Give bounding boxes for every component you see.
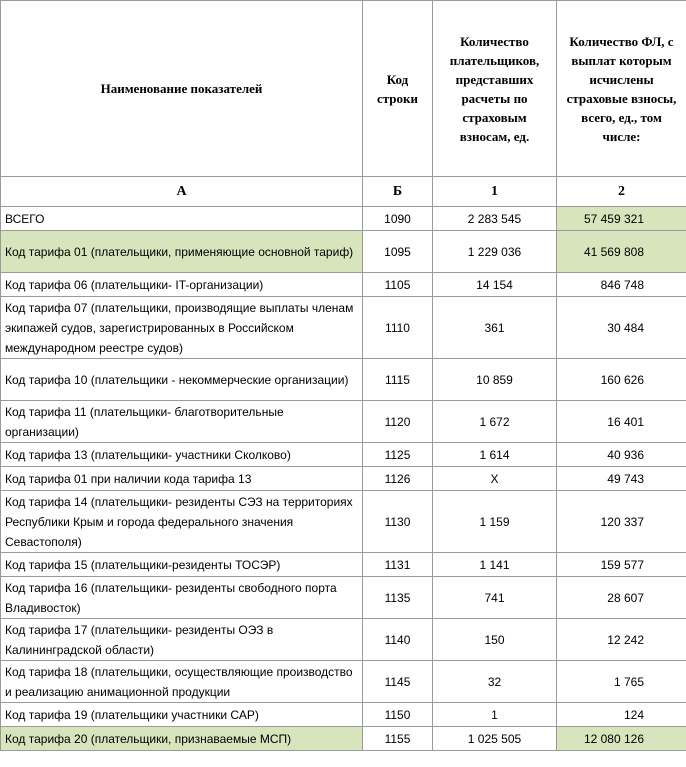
row-code: 1155 [363, 727, 433, 751]
row-name: Код тарифа 18 (плательщики, осуществляющие производство и реализацию анимационной продукции [1, 661, 363, 703]
column-letters-row [1, 177, 686, 207]
row-code: 1126 [363, 467, 433, 491]
row-persons: 49 743 [557, 467, 686, 491]
header-name: Наименование показателей [1, 1, 363, 177]
table-row [1, 401, 686, 443]
row-persons: 28 607 [557, 577, 686, 619]
row-payers: 1 025 505 [433, 727, 557, 751]
row-code: 1131 [363, 553, 433, 577]
letter-b: Б [363, 177, 433, 207]
table-row [1, 727, 686, 751]
row-payers: Х [433, 467, 557, 491]
row-persons: 1 765 [557, 661, 686, 703]
row-persons: 57 459 321 [557, 207, 686, 231]
row-payers: 1 229 036 [433, 231, 557, 273]
row-persons: 846 748 [557, 273, 686, 297]
header-payers-count: Количество плательщиков, представших расчеты по страховым взносам, ед. [433, 1, 557, 177]
row-persons: 16 401 [557, 401, 686, 443]
table-row [1, 619, 686, 661]
letter-a: А [1, 177, 363, 207]
row-name: Код тарифа 01 (плательщики, применяющие основной тариф) [1, 231, 363, 273]
row-name: Код тарифа 19 (плательщики участники САР) [1, 703, 363, 727]
table-row [1, 661, 686, 703]
row-persons: 30 484 [557, 297, 686, 359]
row-payers: 1 672 [433, 401, 557, 443]
row-payers: 1 159 [433, 491, 557, 553]
row-code: 1105 [363, 273, 433, 297]
table-row [1, 273, 686, 297]
table-row [1, 467, 686, 491]
table-row [1, 577, 686, 619]
row-name: Код тарифа 11 (плательщики- благотворительные организации) [1, 401, 363, 443]
table-row [1, 443, 686, 467]
row-persons: 40 936 [557, 443, 686, 467]
row-persons: 12 242 [557, 619, 686, 661]
header-persons-count: Количество ФЛ, с выплат которым исчислены страховые взносы, всего, ед., том числе: [557, 1, 686, 177]
letter-1: 1 [433, 177, 557, 207]
row-persons: 159 577 [557, 553, 686, 577]
row-code: 1130 [363, 491, 433, 553]
row-name: Код тарифа 17 (плательщики- резиденты ОЭЗ в Калининградской области) [1, 619, 363, 661]
table-row [1, 207, 686, 231]
row-code: 1145 [363, 661, 433, 703]
table-row [1, 491, 686, 553]
table-row [1, 553, 686, 577]
row-code: 1150 [363, 703, 433, 727]
row-persons: 124 [557, 703, 686, 727]
row-code: 1115 [363, 359, 433, 401]
row-persons: 41 569 808 [557, 231, 686, 273]
row-code: 1120 [363, 401, 433, 443]
row-payers: 741 [433, 577, 557, 619]
table-row [1, 359, 686, 401]
row-name: Код тарифа 10 (плательщики - некоммерческие организации) [1, 359, 363, 401]
row-name: Код тарифа 16 (плательщики- резиденты свободного порта Владивосток) [1, 577, 363, 619]
table-header-row [1, 1, 686, 177]
row-payers: 361 [433, 297, 557, 359]
row-name: ВСЕГО [1, 207, 363, 231]
row-persons: 12 080 126 [557, 727, 686, 751]
table-row [1, 297, 686, 359]
row-name: Код тарифа 15 (плательщики-резиденты ТОСЭР) [1, 553, 363, 577]
row-persons: 120 337 [557, 491, 686, 553]
row-payers: 32 [433, 661, 557, 703]
row-payers: 1 614 [433, 443, 557, 467]
row-name: Код тарифа 06 (плательщики- IT-организации) [1, 273, 363, 297]
row-payers: 1 [433, 703, 557, 727]
row-code: 1135 [363, 577, 433, 619]
letter-2: 2 [557, 177, 686, 207]
row-code: 1110 [363, 297, 433, 359]
row-persons: 160 626 [557, 359, 686, 401]
row-name: Код тарифа 07 (плательщики, производящие выплаты членам экипажей судов, зарегистрированных в Российском международном реестре судов) [1, 297, 363, 359]
row-payers: 14 154 [433, 273, 557, 297]
table-row [1, 231, 686, 273]
row-name: Код тарифа 14 (плательщики- резиденты СЭЗ на территориях Республики Крым и города федерального значения Севастополя) [1, 491, 363, 553]
row-payers: 10 859 [433, 359, 557, 401]
row-name: Код тарифа 20 (плательщики, признаваемые МСП) [1, 727, 363, 751]
row-code: 1095 [363, 231, 433, 273]
row-name: Код тарифа 13 (плательщики- участники Сколково) [1, 443, 363, 467]
header-code: Код строки [363, 1, 433, 177]
row-name: Код тарифа 01 при наличии кода тарифа 13 [1, 467, 363, 491]
row-payers: 1 141 [433, 553, 557, 577]
row-payers: 150 [433, 619, 557, 661]
table-row [1, 703, 686, 727]
row-payers: 2 283 545 [433, 207, 557, 231]
row-code: 1125 [363, 443, 433, 467]
row-code: 1090 [363, 207, 433, 231]
row-code: 1140 [363, 619, 433, 661]
